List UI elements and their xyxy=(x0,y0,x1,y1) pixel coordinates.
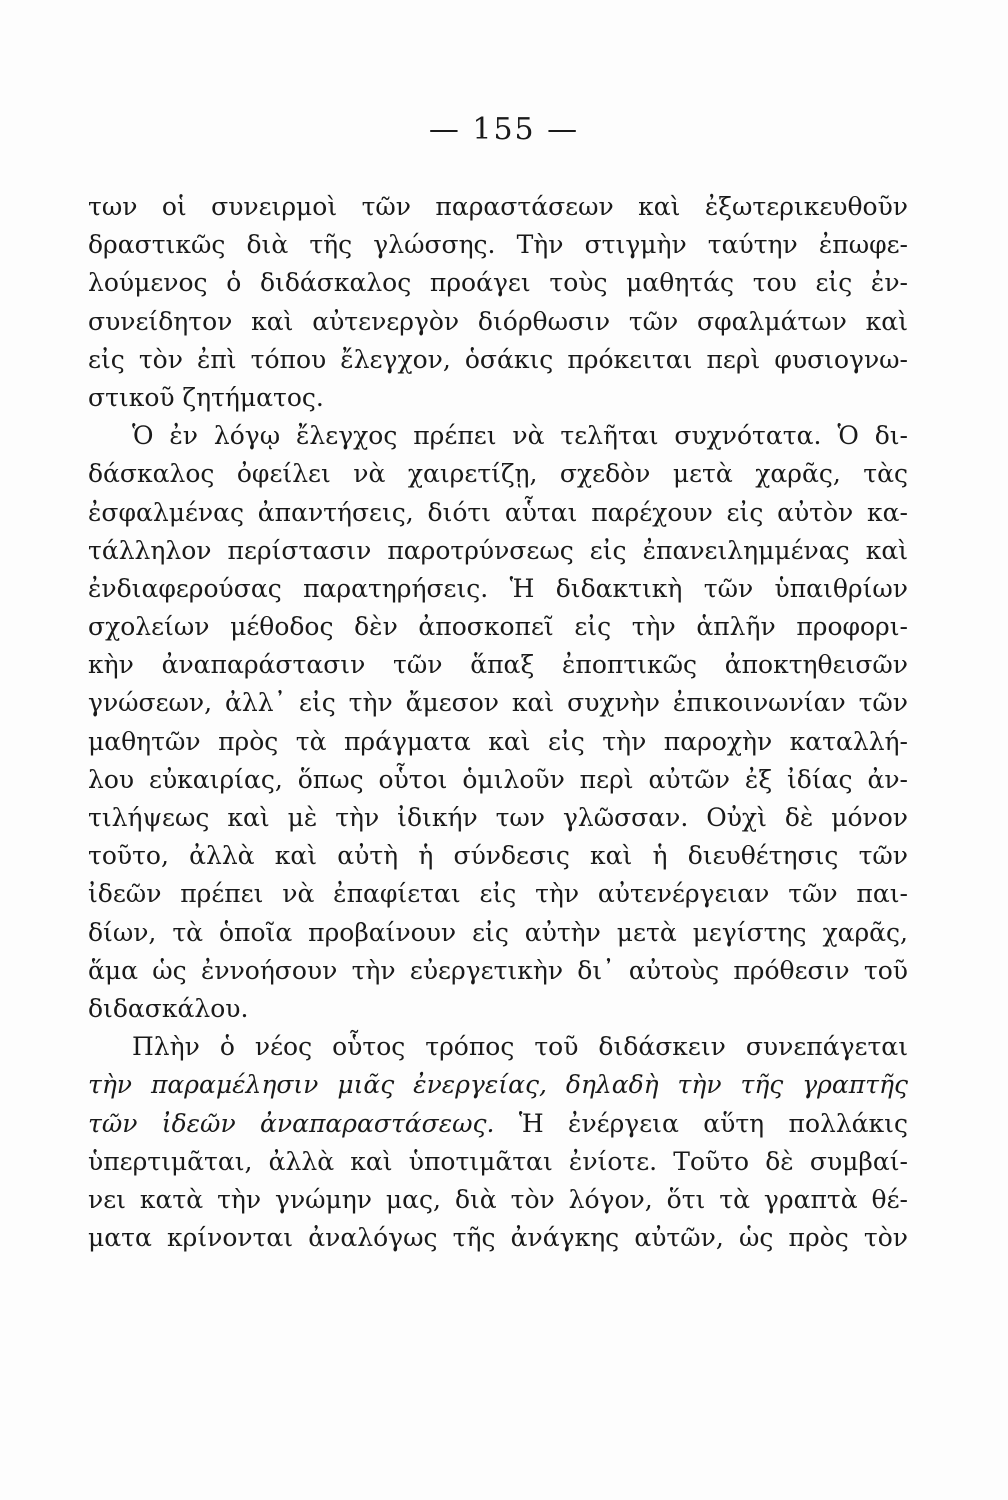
text-segment: ἐνδιαφερούσας παρατηρήσεις. Ἡ διδακτικὴ τῶν ὑπαιθρίων xyxy=(88,573,908,603)
italic-segment: τῶν ἰδεῶν ἀναπαραστάσεως. xyxy=(88,1108,495,1138)
text-segment: ὑπερτιμᾶται, ἀλλὰ καὶ ὑποτιμᾶται ἐνίοτε. Τοῦτο δὲ συμβαί- xyxy=(88,1146,908,1176)
text-segment: ἐσφαλμένας ἀπαντήσεις, διότι αὗται παρέχουν εἰς αὐτὸν κα- xyxy=(88,497,908,527)
text-segment: ἰδεῶν πρέπει νὰ ἐπαφίεται εἰς τὴν αὐτενέργειαν τῶν παι- xyxy=(88,879,908,909)
text-segment: Πλὴν ὁ νέος οὗτος τρόπος τοῦ διδάσκειν συνεπάγεται xyxy=(132,1032,908,1062)
text-segment: δάσκαλος ὀφείλει νὰ χαιρετίζῃ, σχεδὸν μετὰ χαρᾶς, τὰς xyxy=(88,459,908,489)
text-line xyxy=(88,1066,908,1104)
text-line xyxy=(88,875,908,913)
text-line xyxy=(88,608,908,646)
text-line xyxy=(88,417,908,455)
text-line xyxy=(88,494,908,532)
text-segment: τιλήψεως καὶ μὲ τὴν ἰδικήν των γλῶσσαν. Οὐχὶ δὲ μόνον xyxy=(88,803,908,832)
text-segment: μαθητῶν πρὸς τὰ πράγματα καὶ εἰς τὴν παροχὴν καταλλή- xyxy=(88,726,908,756)
text-line xyxy=(88,188,908,226)
text-segment: εἰς τὸν ἐπὶ τόπου ἔλεγχον, ὁσάκις πρόκειται περὶ φυσιογνω- xyxy=(88,344,908,374)
text-line xyxy=(88,341,908,379)
text-segment: τοῦτο, ἀλλὰ καὶ αὐτὴ ἡ σύνδεσις καὶ ἡ διευθέτησις τῶν xyxy=(88,841,908,871)
text-line xyxy=(88,646,908,684)
text-line xyxy=(88,1219,908,1257)
text-line xyxy=(88,226,908,264)
text-line xyxy=(88,570,908,608)
text-line xyxy=(88,303,908,341)
text-segment: τάλληλον περίστασιν παροτρύνσεως εἰς ἐπανειλημμένας καὶ xyxy=(88,535,908,565)
text-line xyxy=(88,799,908,837)
text-line xyxy=(88,1105,908,1143)
text-segment: κὴν ἀναπαράστασιν τῶν ἅπαξ ἐποπτικῶς ἀποκτηθεισῶν xyxy=(88,650,908,680)
text-line xyxy=(88,264,908,302)
text-line xyxy=(88,1143,908,1181)
text-segment: διδασκάλου. xyxy=(88,993,249,1023)
text-line xyxy=(88,723,908,761)
text-segment: των οἱ συνειρμοὶ τῶν παραστάσεων καὶ ἐξωτερικευθοῦν xyxy=(88,192,908,221)
text-segment: ἅμα ὡς ἐννοήσουν τὴν εὐεργετικὴν δι᾽ αὐτοὺς πρόθεσιν τοῦ xyxy=(88,955,908,985)
text-segment: στικοῦ ζητήματος. xyxy=(88,382,324,412)
text-segment: συνείδητον καὶ αὐτενεργὸν διόρθωσιν τῶν σφαλμάτων καὶ xyxy=(88,306,908,336)
text-segment: λου εὐκαιρίας, ὅπως οὗτοι ὁμιλοῦν περὶ αὐτῶν ἐξ ἰδίας ἀν- xyxy=(88,764,908,794)
page-number: — 155 — xyxy=(428,112,580,147)
text-line xyxy=(88,837,908,875)
text-line xyxy=(88,684,908,722)
text-segment: Ἡ ἐνέργεια αὕτη πολλάκις xyxy=(494,1108,908,1138)
text-line xyxy=(88,532,908,570)
text-line xyxy=(88,914,908,952)
text-line xyxy=(88,761,908,799)
text-segment: σχολείων μέθοδος δὲν ἀποσκοπεῖ εἰς τὴν ἁπλῆν προφορι- xyxy=(88,612,908,642)
body-text xyxy=(88,188,908,1257)
text-segment: ματα κρίνονται ἀναλόγως τῆς ἀνάγκης αὐτῶν, ὡς πρὸς τὸν xyxy=(88,1223,908,1253)
text-segment: δραστικῶς διὰ τῆς γλώσσης. Τὴν στιγμὴν ταύτην ἐπωφε- xyxy=(88,230,908,260)
text-line xyxy=(88,1028,908,1066)
text-line xyxy=(88,990,908,1028)
text-line xyxy=(88,379,908,417)
text-segment: νει κατὰ τὴν γνώμην μας, διὰ τὸν λόγον, ὅτι τὰ γραπτὰ θέ- xyxy=(88,1184,908,1214)
text-segment: γνώσεων, ἀλλ᾽ εἰς τὴν ἄμεσον καὶ συχνὴν ἐπικοινωνίαν τῶν xyxy=(88,688,908,718)
text-segment: λούμενος ὁ διδάσκαλος προάγει τοὺς μαθητάς του εἰς ἐν- xyxy=(88,268,908,298)
text-line xyxy=(88,1181,908,1219)
text-segment: τὴν παραμέλησιν μιᾶς ἐνεργείας, δηλαδὴ τὴν τῆς γραπτῆς xyxy=(88,1070,908,1100)
text-line xyxy=(88,455,908,493)
text-segment: δίων, τὰ ὁποῖα προβαίνουν εἰς αὐτὴν μετὰ μεγίστης χαρᾶς, xyxy=(88,917,908,947)
text-segment: Ὁ ἐν λόγῳ ἔλεγχος πρέπει νὰ τελῆται συχνότατα. Ὁ δι- xyxy=(132,421,908,451)
text-line xyxy=(88,952,908,990)
